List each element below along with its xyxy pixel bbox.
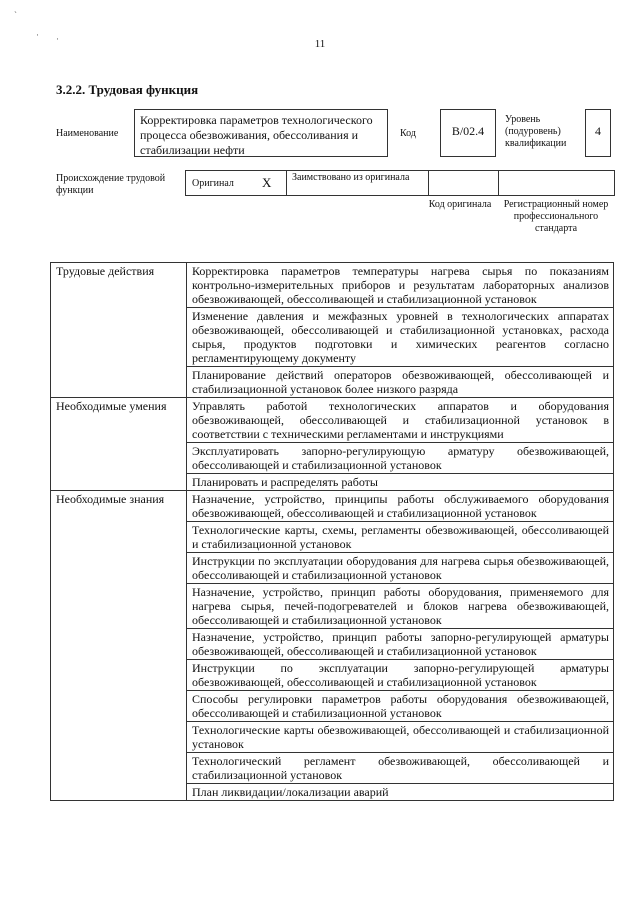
cell-divider [286,171,287,195]
section-heading: 3.2.2. Трудовая функция [56,82,199,97]
table-cell: Инструкции по эксплуатации оборудования для нагрева сырья обезвоживающей, обессоливающей и стабилизационной установок [187,553,614,584]
name-label: Наименование [56,128,119,139]
scan-speck: · [36,30,39,40]
original-mark: X [262,175,272,190]
origin-box [185,170,615,196]
code-label: Код [400,128,416,139]
table-cell: Планирование действий операторов обезвоживающей, обессоливающей и стабилизационной установок более низкого разряда [187,367,614,398]
page-number: 11 [314,38,326,50]
table-cell: Технологические карты обезвоживающей, обессоливающей и стабилизационной установок [187,722,614,753]
table-cell: Изменение давления и межфазных уровней в технологических аппаратах обезвоживающей, обессоливающей и стабилизационной установках, расхода сырья, продуктов подготовки и химических реагентов согласно регламентирующему документу [187,308,614,367]
table-cell: Назначение, устройство, принцип работы запорно-регулирующей арматуры обезвоживающей, обессоливающей и стабилизационной установок [187,629,614,660]
table-row [51,398,614,443]
table-cell: Технологический регламент обезвоживающей, обессоливающей и стабилизационной установок [187,753,614,784]
table-cell: Технологические карты, схемы, регламенты обезвоживающей, обессоливающей и стабилизационной установок [187,522,614,553]
level-label: Уровень (подуровень) квалификации [505,114,567,149]
table-row [51,491,614,522]
table-row [51,263,614,308]
table-cell: Инструкции по эксплуатации запорно-регулирующей арматуры обезвоживающей, обессоливающей и стабилизационной установок [187,660,614,691]
code-original-label: Код оригинала [428,199,492,210]
borrowed-label: Заимствовано из оригинала [292,172,410,183]
table-cell: Назначение, устройство, принципы работы обслуживаемого оборудования обезвоживающей, обессоливающей и стабилизационной установок [187,491,614,522]
cell-divider [428,171,429,195]
section-title: Трудовые действия [51,263,187,398]
reg-number-label: Регистрационный номер профессионального стандарта [503,199,609,234]
table-cell: План ликвидации/локализации аварий [187,784,614,801]
level-value-box: 4 [585,109,611,157]
original-label: Оригинал [192,178,234,189]
scan-speck: · [56,34,59,44]
labor-function-table [50,262,614,801]
table-cell: Назначение, устройство, принцип работы оборудования, применяемого для нагрева сырья, печей-подогревателей и блоков нагрева обезвоживающей, обессоливающей и стабилизационной установок [187,584,614,629]
section-title: Необходимые умения [51,398,187,491]
function-name-box: Корректировка параметров технологического процесса обезвоживания, обессоливания и стабилизации нефти [134,109,388,157]
origin-label: Происхождение трудовой функции [56,173,166,196]
scan-speck: ` [14,10,17,20]
table-cell: Эксплуатировать запорно-регулирующую арматуру обезвоживающей, обессоливающей и стабилизационной установок [187,443,614,474]
table-cell: Планировать и распределять работы [187,474,614,491]
table-cell: Способы регулировки параметров работы оборудования обезвоживающей, обессоливающей и стабилизационной установок [187,691,614,722]
section-title: Необходимые знания [51,491,187,801]
code-value-box: B/02.4 [440,109,496,157]
table-cell: Корректировка параметров температуры нагрева сырья по показаниям контрольно-измерительных приборов и результатам лабораторных анализов обезвоживающей, обессоливающей и стабилизационной установок [187,263,614,308]
table-cell: Управлять работой технологических аппаратов и оборудования обезвоживающей, обессоливающей и стабилизационной установок в соответствии с техническими регламентами и инструкциями [187,398,614,443]
cell-divider [498,171,499,195]
